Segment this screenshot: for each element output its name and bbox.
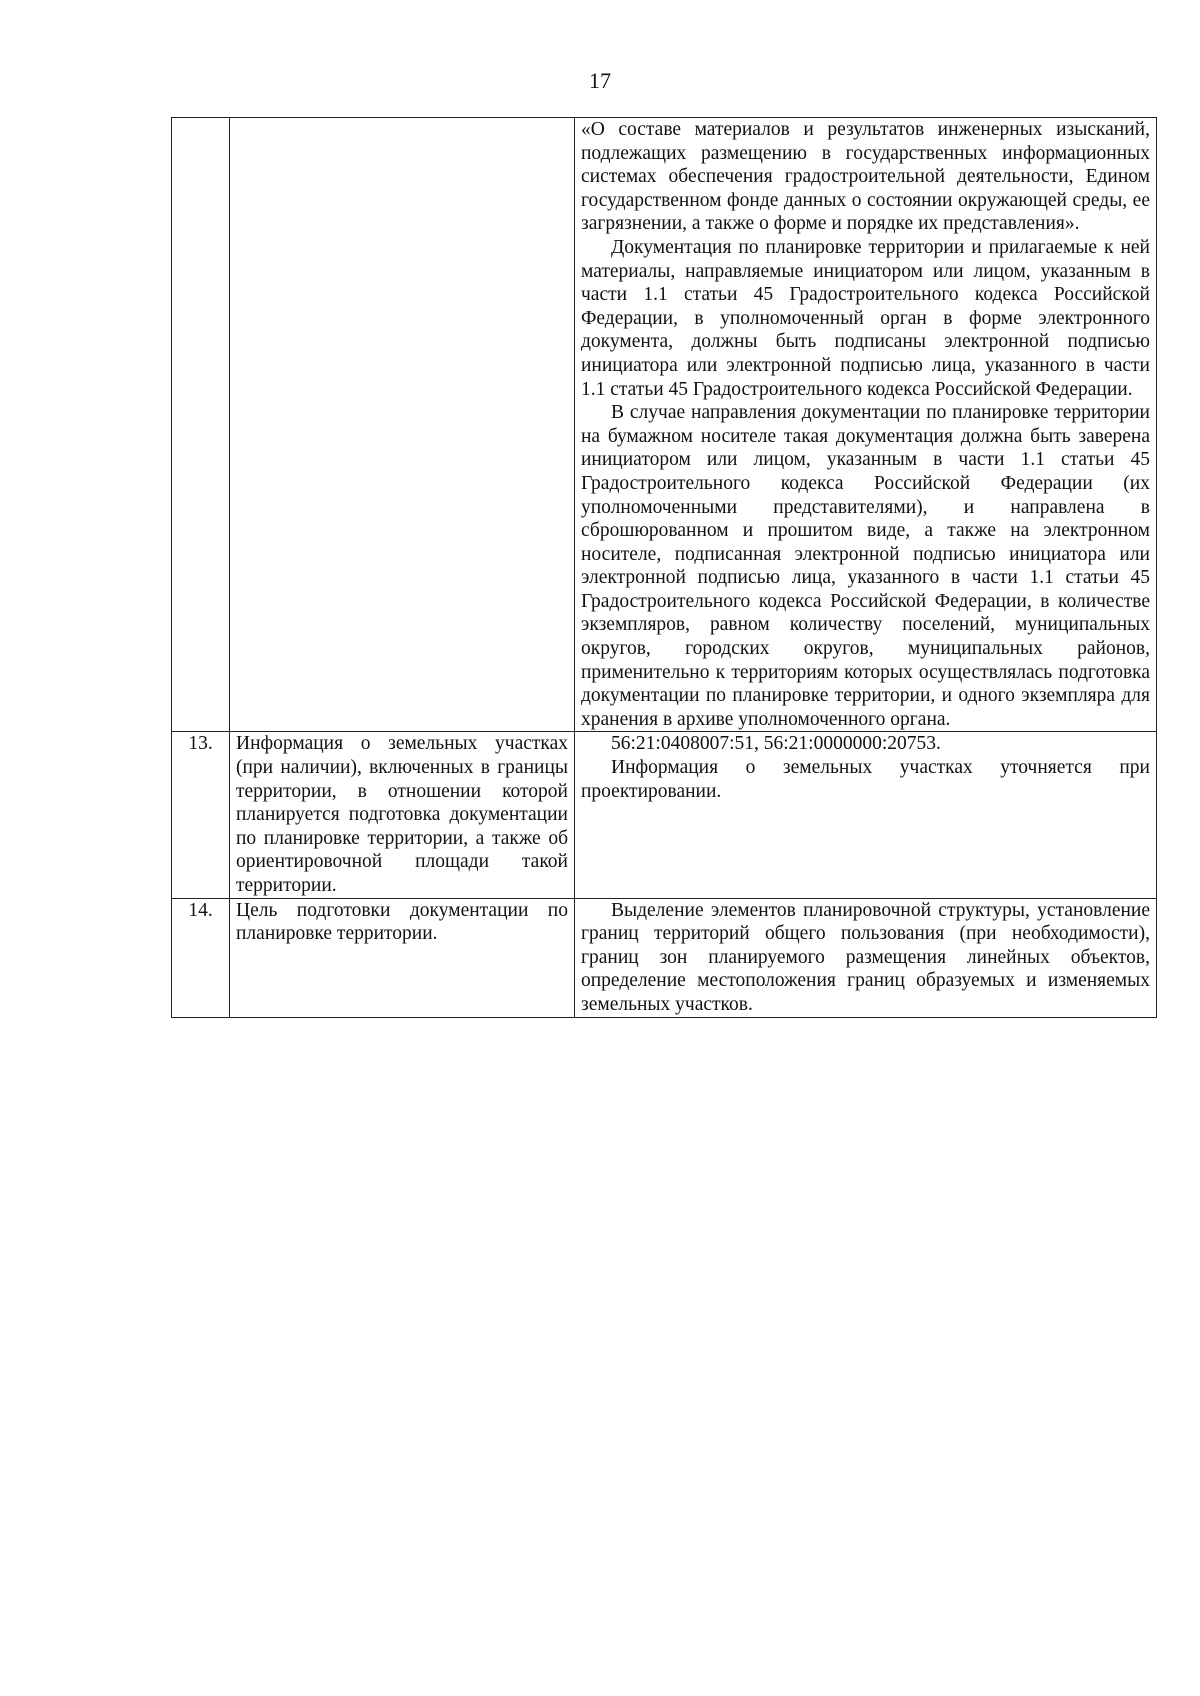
row-name bbox=[230, 732, 575, 898]
page-number: 17 bbox=[589, 68, 611, 93]
table-row bbox=[172, 118, 1157, 732]
row-name bbox=[230, 118, 575, 732]
row-name-text: Цель подготовки документации по планировке территории. bbox=[236, 899, 568, 945]
requirements-table bbox=[171, 117, 1157, 1018]
row-value-paragraph: Документация по планировке территории и прилагаемые к ней материалы, направляемые инициатором или лицом, указанным в части 1.1 статьи 45 Градостроительного кодекса Российской Федерации, в уполномоченный орган в форме электронного документа, должны быть подписаны электронной подписью инициатора или электронной подписью лица, указанного в части 1.1 статьи 45 Градостроительного кодекса Российской Федерации. bbox=[581, 236, 1150, 400]
row-value-paragraph: Выделение элементов планировочной структуры, установление границ территорий общего пользования (при необходимости), границ зон планируемого размещения линейных объектов, определение местоположения границ образуемых и изменяемых земельных участков. bbox=[581, 899, 1150, 1015]
table-row bbox=[172, 732, 1157, 898]
row-value bbox=[575, 732, 1157, 898]
row-number: 14. bbox=[172, 898, 230, 1017]
row-value bbox=[575, 898, 1157, 1017]
row-value bbox=[575, 118, 1157, 732]
row-value-paragraph: В случае направления документации по планировке территории на бумажном носителе такая документация должна быть заверена инициатором или лицом, указанным в части 1.1 статьи 45 Градостроительного кодекса Российской Федерации (их уполномоченными представителями), и направлена в сброшюрованном и прошитом виде, а также на электронном носителе, подписанная электронной подписью инициатора или электронной подписью лица, указанного в части 1.1 статьи 45 Градостроительного кодекса Российской Федерации, в количестве экземпляров, равном количеству поселений, муниципальных округов, городских округов, муниципальных районов, применительно к территориям которых осуществлялась подготовка документации по планировке территории, и одного экземпляра для хранения в архиве уполномоченного органа. bbox=[581, 402, 1150, 730]
row-value-paragraph: Информация о земельных участках уточняется при проектировании. bbox=[581, 757, 1150, 802]
row-name-text: Информация о земельных участках (при наличии), включенных в границы территории, в отношении которой планируется подготовка документации по планировке территории, а также об ориентировочной площади такой территории. bbox=[236, 733, 568, 896]
row-value-paragraph: 56:21:0408007:51, 56:21:0000000:20753. bbox=[611, 733, 941, 755]
row-number bbox=[172, 118, 230, 732]
row-name bbox=[230, 898, 575, 1017]
table-row bbox=[172, 898, 1157, 1017]
row-value-paragraph: «О составе материалов и результатов инженерных изысканий, подлежащих размещению в государственных информационных системах обеспечения градостроительной деятельности, Едином государственном фонде данных о состоянии окружающей среды, ее загрязнении, а также о форме и порядке их представления». bbox=[581, 119, 1150, 235]
row-number: 13. bbox=[172, 732, 230, 898]
